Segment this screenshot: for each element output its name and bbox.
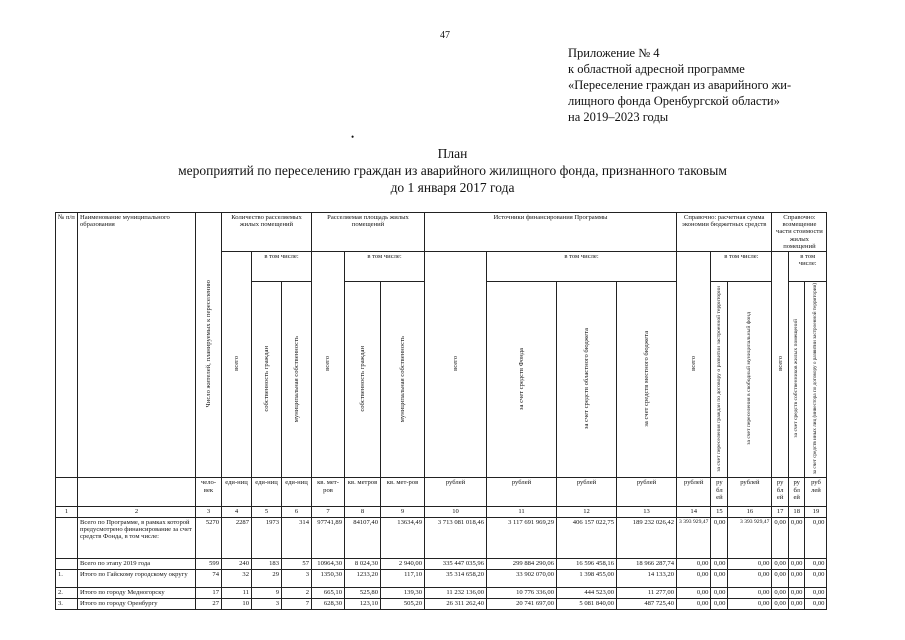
row-name: Итого по городу Медногорску — [78, 587, 196, 598]
page-number: 47 — [440, 30, 450, 41]
header-reimb-total: всего — [772, 252, 789, 478]
unit-cell: руб лей — [805, 478, 827, 507]
cell-value: 1350,30 — [312, 569, 345, 587]
unit-cell — [56, 478, 78, 507]
index-cell: 16 — [728, 507, 772, 517]
header-rooms-incl: в том числе: — [252, 252, 312, 282]
cell-value: 1973 — [252, 517, 282, 558]
cell-value: 0,00 — [677, 558, 711, 569]
unit-cell: ру бл ей — [788, 478, 805, 507]
cell-value: 0,00 — [788, 517, 805, 558]
index-cell: 18 — [788, 507, 805, 517]
appendix-line: лищного фонда Оренбургской области» — [568, 94, 780, 108]
cell-value: 0,00 — [772, 587, 789, 598]
index-cell: 6 — [282, 507, 312, 517]
unit-cell — [78, 478, 196, 507]
cell-value: 123,10 — [345, 598, 381, 609]
cell-value: 299 884 290,06 — [487, 558, 557, 569]
cell-value: 0,00 — [728, 598, 772, 609]
unit-cell: рублей — [617, 478, 677, 507]
cell-value: 11 — [222, 587, 252, 598]
cell-value: 3 713 081 018,46 — [425, 517, 487, 558]
unit-cell: рублей — [557, 478, 617, 507]
cell-value: 57 — [282, 558, 312, 569]
stray-dot: • — [351, 132, 355, 142]
title-line: до 1 января 2017 года — [390, 180, 515, 195]
cell-value: 3 — [252, 598, 282, 609]
unit-cell: рублей — [487, 478, 557, 507]
row-num: 2. — [56, 587, 78, 598]
cell-value: 406 157 022,75 — [557, 517, 617, 558]
index-cell: 11 — [487, 507, 557, 517]
cell-value: 3 117 691 969,29 — [487, 517, 557, 558]
cell-value: 487 725,40 — [617, 598, 677, 609]
unit-cell: ру бл ей — [711, 478, 728, 507]
table-row — [56, 558, 827, 569]
header-savings-free: за счет переселения в свободный муниципальный фонд — [728, 282, 772, 478]
row-num — [56, 558, 78, 569]
unit-cell: кв. мет-ров — [312, 478, 345, 507]
header-local-budget: за счет средств местного бюджета — [617, 282, 677, 478]
index-cell: 15 — [711, 507, 728, 517]
cell-value: 2287 — [222, 517, 252, 558]
cell-value: 3 393 929,47 — [677, 517, 711, 558]
cell-value: 0,00 — [772, 517, 789, 558]
cell-value: 0,00 — [711, 598, 728, 609]
header-fund-means: за счет средств Фонда — [487, 282, 557, 478]
cell-value: 139,30 — [381, 587, 425, 598]
header-area-citizens: собственность граждан — [345, 282, 381, 478]
unit-cell: еди-ниц — [222, 478, 252, 507]
cell-value: 314 — [282, 517, 312, 558]
cell-value: 9 — [252, 587, 282, 598]
header-finance-incl: в том числе: — [487, 252, 677, 282]
cell-value: 0,00 — [728, 587, 772, 598]
cell-value: 32 — [222, 569, 252, 587]
cell-value: 0,00 — [711, 517, 728, 558]
cell-value: 335 447 035,96 — [425, 558, 487, 569]
cell-value: 7 — [282, 598, 312, 609]
index-cell: 7 — [312, 507, 345, 517]
cell-value: 2 940,00 — [381, 558, 425, 569]
cell-value: 10 776 336,00 — [487, 587, 557, 598]
cell-value: 3 393 929,47 — [728, 517, 772, 558]
cell-value: 14 133,20 — [617, 569, 677, 587]
cell-value: 189 232 026,42 — [617, 517, 677, 558]
cell-value: 0,00 — [788, 598, 805, 609]
cell-value: 84107,40 — [345, 517, 381, 558]
cell-value: 0,00 — [788, 558, 805, 569]
unit-cell: еди-ниц — [252, 478, 282, 507]
cell-value: 74 — [196, 569, 222, 587]
cell-value: 599 — [196, 558, 222, 569]
cell-value: 10 — [222, 598, 252, 609]
plan-table — [55, 212, 827, 610]
row-num: 1. — [56, 569, 78, 587]
header-reimb-group: Справочно: возмещение части стоимости жилых помещений — [772, 213, 827, 252]
index-cell: 14 — [677, 507, 711, 517]
index-cell: 13 — [617, 507, 677, 517]
appendix-line: к областной адресной программе — [568, 62, 745, 76]
cell-value: 2 — [282, 587, 312, 598]
appendix-line: «Переселение граждан из аварийного жи- — [568, 78, 792, 92]
header-reimb-owners: за счет средств собственников жилых помещений — [788, 282, 805, 478]
cell-value: 11 277,00 — [617, 587, 677, 598]
cell-value: 33 902 070,00 — [487, 569, 557, 587]
row-name: Итого по городу Оренбургу — [78, 598, 196, 609]
header-area-incl: в том числе: — [345, 252, 425, 282]
table-row — [56, 569, 827, 587]
row-name: Всего по этапу 2019 года — [78, 558, 196, 569]
cell-value: 0,00 — [805, 517, 827, 558]
header-area-total: всего — [312, 252, 345, 478]
header-area-group: Расселяемая площадь жилых помещений — [312, 213, 425, 252]
unit-cell: рублей — [677, 478, 711, 507]
cell-value: 0,00 — [728, 558, 772, 569]
header-area-municipal: муниципальная собственность — [381, 282, 425, 478]
units-row — [56, 478, 827, 507]
index-cell: 2 — [78, 507, 196, 517]
header-rooms-citizens: собственность граждан — [252, 282, 282, 478]
table-row — [56, 598, 827, 609]
cell-value: 665,10 — [312, 587, 345, 598]
cell-value: 0,00 — [805, 587, 827, 598]
header-reimb-incl: в том числе: — [788, 252, 827, 282]
cell-value: 10964,30 — [312, 558, 345, 569]
cell-value: 35 314 658,20 — [425, 569, 487, 587]
header-finance-group: Источники финансирования Программы — [425, 213, 677, 252]
header-savings-total: всего — [677, 252, 711, 478]
cell-value: 0,00 — [677, 598, 711, 609]
cell-value: 29 — [252, 569, 282, 587]
cell-value: 16 596 458,16 — [557, 558, 617, 569]
appendix-line: на 2019–2023 годы — [568, 110, 669, 124]
cell-value: 183 — [252, 558, 282, 569]
cell-value: 0,00 — [711, 558, 728, 569]
cell-value: 0,00 — [711, 569, 728, 587]
cell-value: 5270 — [196, 517, 222, 558]
header-regional-budget: за счет средств областного бюджета — [557, 282, 617, 478]
cell-value: 0,00 — [805, 569, 827, 587]
index-cell: 1 — [56, 507, 78, 517]
index-cell: 19 — [805, 507, 827, 517]
cell-value: 505,20 — [381, 598, 425, 609]
cell-value: 26 311 262,40 — [425, 598, 487, 609]
index-cell: 12 — [557, 507, 617, 517]
cell-value: 11 232 136,00 — [425, 587, 487, 598]
header-savings-group: Справочно: расчетная сумма экономии бюджетных средств — [677, 213, 772, 252]
row-num: 3. — [56, 598, 78, 609]
cell-value: 1 398 455,00 — [557, 569, 617, 587]
cell-value: 628,30 — [312, 598, 345, 609]
unit-cell: кв. метров — [345, 478, 381, 507]
row-name: Всего по Программе, в рамках которой предусмотрено финансирование за счет средств Фонда, в том числе: — [78, 517, 196, 558]
header-savings-contract: за счет переселения граждан по договору о развитии застроенной территории — [711, 282, 728, 478]
index-cell: 9 — [381, 507, 425, 517]
column-index-row — [56, 507, 827, 517]
cell-value: 0,00 — [677, 569, 711, 587]
index-cell: 8 — [345, 507, 381, 517]
cell-value: 0,00 — [677, 587, 711, 598]
cell-value: 18 966 287,74 — [617, 558, 677, 569]
cell-value: 0,00 — [728, 569, 772, 587]
header-rooms-municipal: муниципальная собственность — [282, 282, 312, 478]
header-finance-total: всего — [425, 252, 487, 478]
unit-cell: чело-век — [196, 478, 222, 507]
header-num: № п/п — [56, 213, 78, 478]
plan-title — [0, 145, 905, 196]
appendix-line: Приложение № 4 — [568, 46, 660, 60]
cell-value: 0,00 — [772, 569, 789, 587]
header-municipality: Наименование муниципального образования — [78, 213, 196, 478]
title-line: План — [437, 146, 468, 161]
cell-value: 1233,20 — [345, 569, 381, 587]
cell-value: 0,00 — [772, 598, 789, 609]
header-rooms-total: всего — [222, 252, 252, 478]
index-cell: 10 — [425, 507, 487, 517]
cell-value: 0,00 — [772, 558, 789, 569]
cell-value: 0,00 — [805, 558, 827, 569]
unit-cell: рублей — [425, 478, 487, 507]
cell-value: 0,00 — [788, 569, 805, 587]
cell-value: 0,00 — [788, 587, 805, 598]
index-cell: 3 — [196, 507, 222, 517]
cell-value: 240 — [222, 558, 252, 569]
index-cell: 17 — [772, 507, 789, 517]
cell-value: 97741,89 — [312, 517, 345, 558]
appendix-block — [568, 45, 888, 125]
header-reimb-other: за счет средств иных лиц (инвестора по договору о развитии застроенной территории) — [805, 282, 827, 478]
index-cell: 5 — [252, 507, 282, 517]
cell-value: 0,00 — [805, 598, 827, 609]
table-row — [56, 587, 827, 598]
row-name: Итого по Гайскому городскому округу — [78, 569, 196, 587]
cell-value: 5 081 840,00 — [557, 598, 617, 609]
row-num — [56, 517, 78, 558]
table-row — [56, 517, 827, 558]
unit-cell: ру бл ей — [772, 478, 789, 507]
cell-value: 444 523,00 — [557, 587, 617, 598]
cell-value: 20 741 697,00 — [487, 598, 557, 609]
cell-value: 17 — [196, 587, 222, 598]
header-residents: Число жителей, планируемых к переселению — [196, 213, 222, 478]
cell-value: 525,80 — [345, 587, 381, 598]
unit-cell: кв. мет-ров — [381, 478, 425, 507]
cell-value: 117,10 — [381, 569, 425, 587]
cell-value: 13634,49 — [381, 517, 425, 558]
title-line: мероприятий по переселению граждан из аварийного жилищного фонда, признанного таковым — [178, 163, 727, 178]
header-rooms-group: Количество расселяемых жилых помещений — [222, 213, 312, 252]
unit-cell: рублей — [728, 478, 772, 507]
header-savings-incl: в том числе: — [711, 252, 772, 282]
cell-value: 8 024,30 — [345, 558, 381, 569]
cell-value: 0,00 — [711, 587, 728, 598]
index-cell: 4 — [222, 507, 252, 517]
cell-value: 3 — [282, 569, 312, 587]
cell-value: 27 — [196, 598, 222, 609]
unit-cell: еди-ниц — [282, 478, 312, 507]
